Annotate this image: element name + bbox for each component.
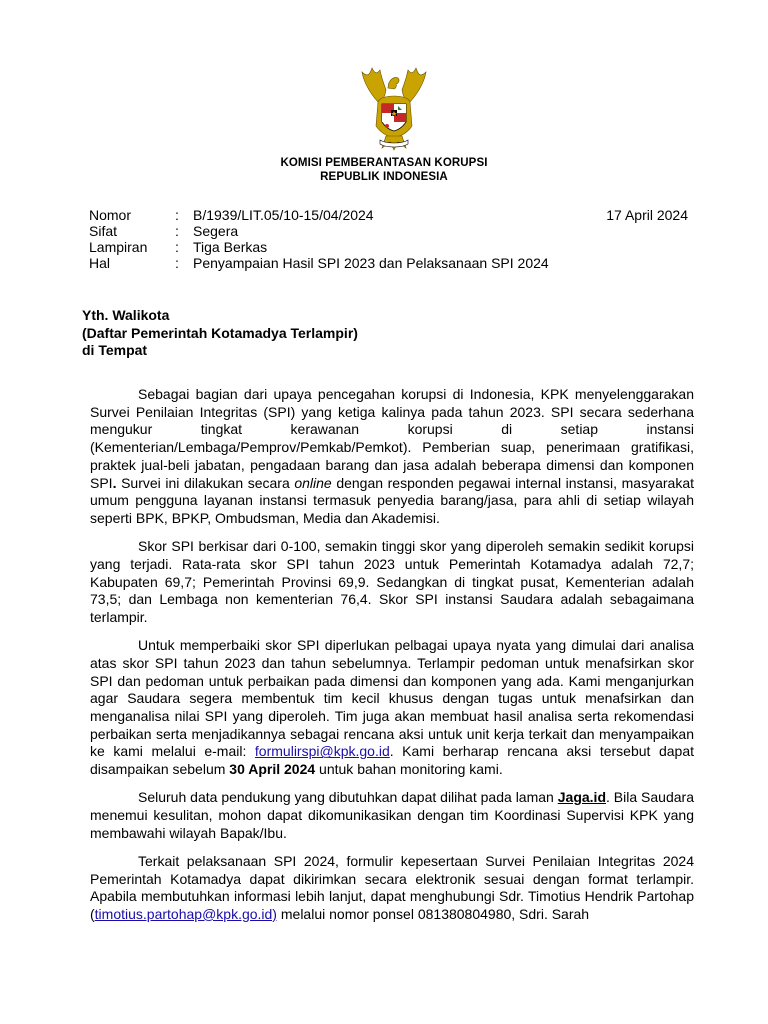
meta-colon: : — [175, 207, 179, 223]
text: . Bila Saudara menemui kesulitan, mohon dapat dikomunikasikan dengan tim Koordinasi Supervisi KPK yang membawahi wilayah Bapak/Ibu. — [90, 789, 694, 841]
recipient-place: di Tempat — [82, 342, 148, 358]
letter-date: 17 April 2024 — [606, 207, 688, 223]
email-link[interactable]: formulirspi@kpk.go.id — [254, 743, 390, 760]
text: Terkait pelaksanaan SPI 2024, formulir kepesertaan Survei Penilaian Integritas 2024 Pemerintah Kotamadya dapat dikirimkan secara elektronik sesuai dengan format terlampir. Apabila membutuhkan informasi lebih lanjut, dapat menghubungi Sdr. Timotius Hendrik Partohap ( — [90, 852, 694, 922]
meta-row-hal — [89, 255, 699, 271]
meta-row-lampiran — [89, 239, 699, 255]
text: untuk bahan monitoring kami. — [315, 761, 503, 778]
meta-row-sifat — [89, 223, 699, 239]
deadline-date: 30 April 2024 — [229, 761, 316, 778]
paragraph-2: Skor SPI berkisar dari 0-100, semakin tinggi skor yang diperoleh semakin sedikit korupsi yang terjadi. Rata-rata skor SPI tahun 2023 untuk Pemerintah Kotamadya adalah 72,7; Kabupaten 69,7; Pemerintah Provinsi 69,9. Sedangkan di tingkat pusat, Kementerian adalah 73,5; dan Lembaga non kementerian 76,4. Skor SPI instansi Saudara adalah sebagaimana terlampir. — [90, 538, 694, 625]
meta-label: Lampiran — [89, 239, 148, 255]
org-name: KOMISI PEMBERANTASAN KORUPSI — [280, 157, 488, 169]
text-italic: online — [294, 474, 332, 491]
text: Survei ini dilakukan secara — [116, 474, 295, 491]
meta-label: Hal — [89, 255, 111, 271]
text: Seluruh data pendukung yang dibutuhkan dapat dilihat pada laman — [138, 789, 558, 806]
meta-label: Sifat — [89, 223, 118, 239]
paragraph-1 — [90, 386, 694, 528]
garuda-pancasila-icon — [350, 66, 438, 156]
meta-colon: : — [175, 223, 179, 239]
meta-value: B/1939/LIT.05/10-15/04/2024 — [193, 207, 374, 223]
meta-colon: : — [175, 239, 179, 255]
meta-value: Segera — [193, 223, 239, 239]
letter-body — [90, 386, 694, 934]
paragraph-4 — [90, 789, 694, 842]
recipient-block — [82, 307, 358, 360]
contact-email-link[interactable]: timotius.partohap@kpk.go.id) — [94, 905, 277, 922]
text: Sebagai bagian dari upaya pencegahan korupsi di Indonesia, KPK menyelenggarakan Survei Penilaian Integritas (SPI) yang ketiga kalinya pada tahun 2023. SPI secara sederhana mengukur tingkat kerawanan korupsi di setiap instansi (Kementerian/Lembaga/Pemprov/Pemkab/Pemkot). Pemberian suap, penerimaan gratifikasi, praktek jual-beli jabatan, pengadaan barang dan jasa adalah beberapa dimensi dan komponen SPI — [90, 386, 694, 491]
text: . Kami berharap rencana aksi tersebut dapat disampaikan sebelum — [90, 743, 694, 778]
recipient-title: Yth. Walikota — [82, 307, 170, 323]
paragraph-5 — [90, 853, 694, 924]
recipient-list: (Daftar Pemerintah Kotamadya Terlampir) — [82, 324, 358, 341]
meta-value: Tiga Berkas — [193, 239, 268, 255]
meta-label: Nomor — [89, 207, 132, 223]
meta-colon: : — [175, 255, 179, 271]
text: Untuk memperbaiki skor SPI diperlukan pelbagai upaya nyata yang dimulai dari analisa atas skor SPI tahun 2023 dan tahun sebelumnya. Terlampir pedoman untuk menafsirkan skor SPI dan pedoman untuk perbaikan pada dimensi dan komponen yang ada. Kami menganjurkan agar Saudara segera membentuk tim kecil khusus dengan tugas untuk menafsirkan dan menganalisa nilai SPI yang diperoleh. Tim juga akan membuat hasil analisa serta rekomendasi perbaikan serta menjadikannya sebagai rencana aksi untuk unit kerja terkait dan menyampaikan ke kami melalui e-mail: — [90, 637, 694, 760]
org-country: REPUBLIK INDONESIA — [320, 171, 448, 183]
meta-value: Penyampaian Hasil SPI 2023 dan Pelaksanaan SPI 2024 — [193, 255, 549, 271]
text: dengan responden pegawai internal instansi, masyarakat umum pengguna layanan instansi termasuk penyedia barang/jasa, para ahli di setiap wilayah seperti BPK, BPKP, Ombudsman, Media dan Akademisi. — [90, 474, 694, 526]
text-bold: . — [112, 474, 117, 491]
jaga-link[interactable]: Jaga.id — [557, 789, 606, 806]
paragraph-3 — [90, 637, 694, 779]
text: melalui nomor ponsel 081380804980, Sdri. Sarah — [276, 905, 590, 922]
